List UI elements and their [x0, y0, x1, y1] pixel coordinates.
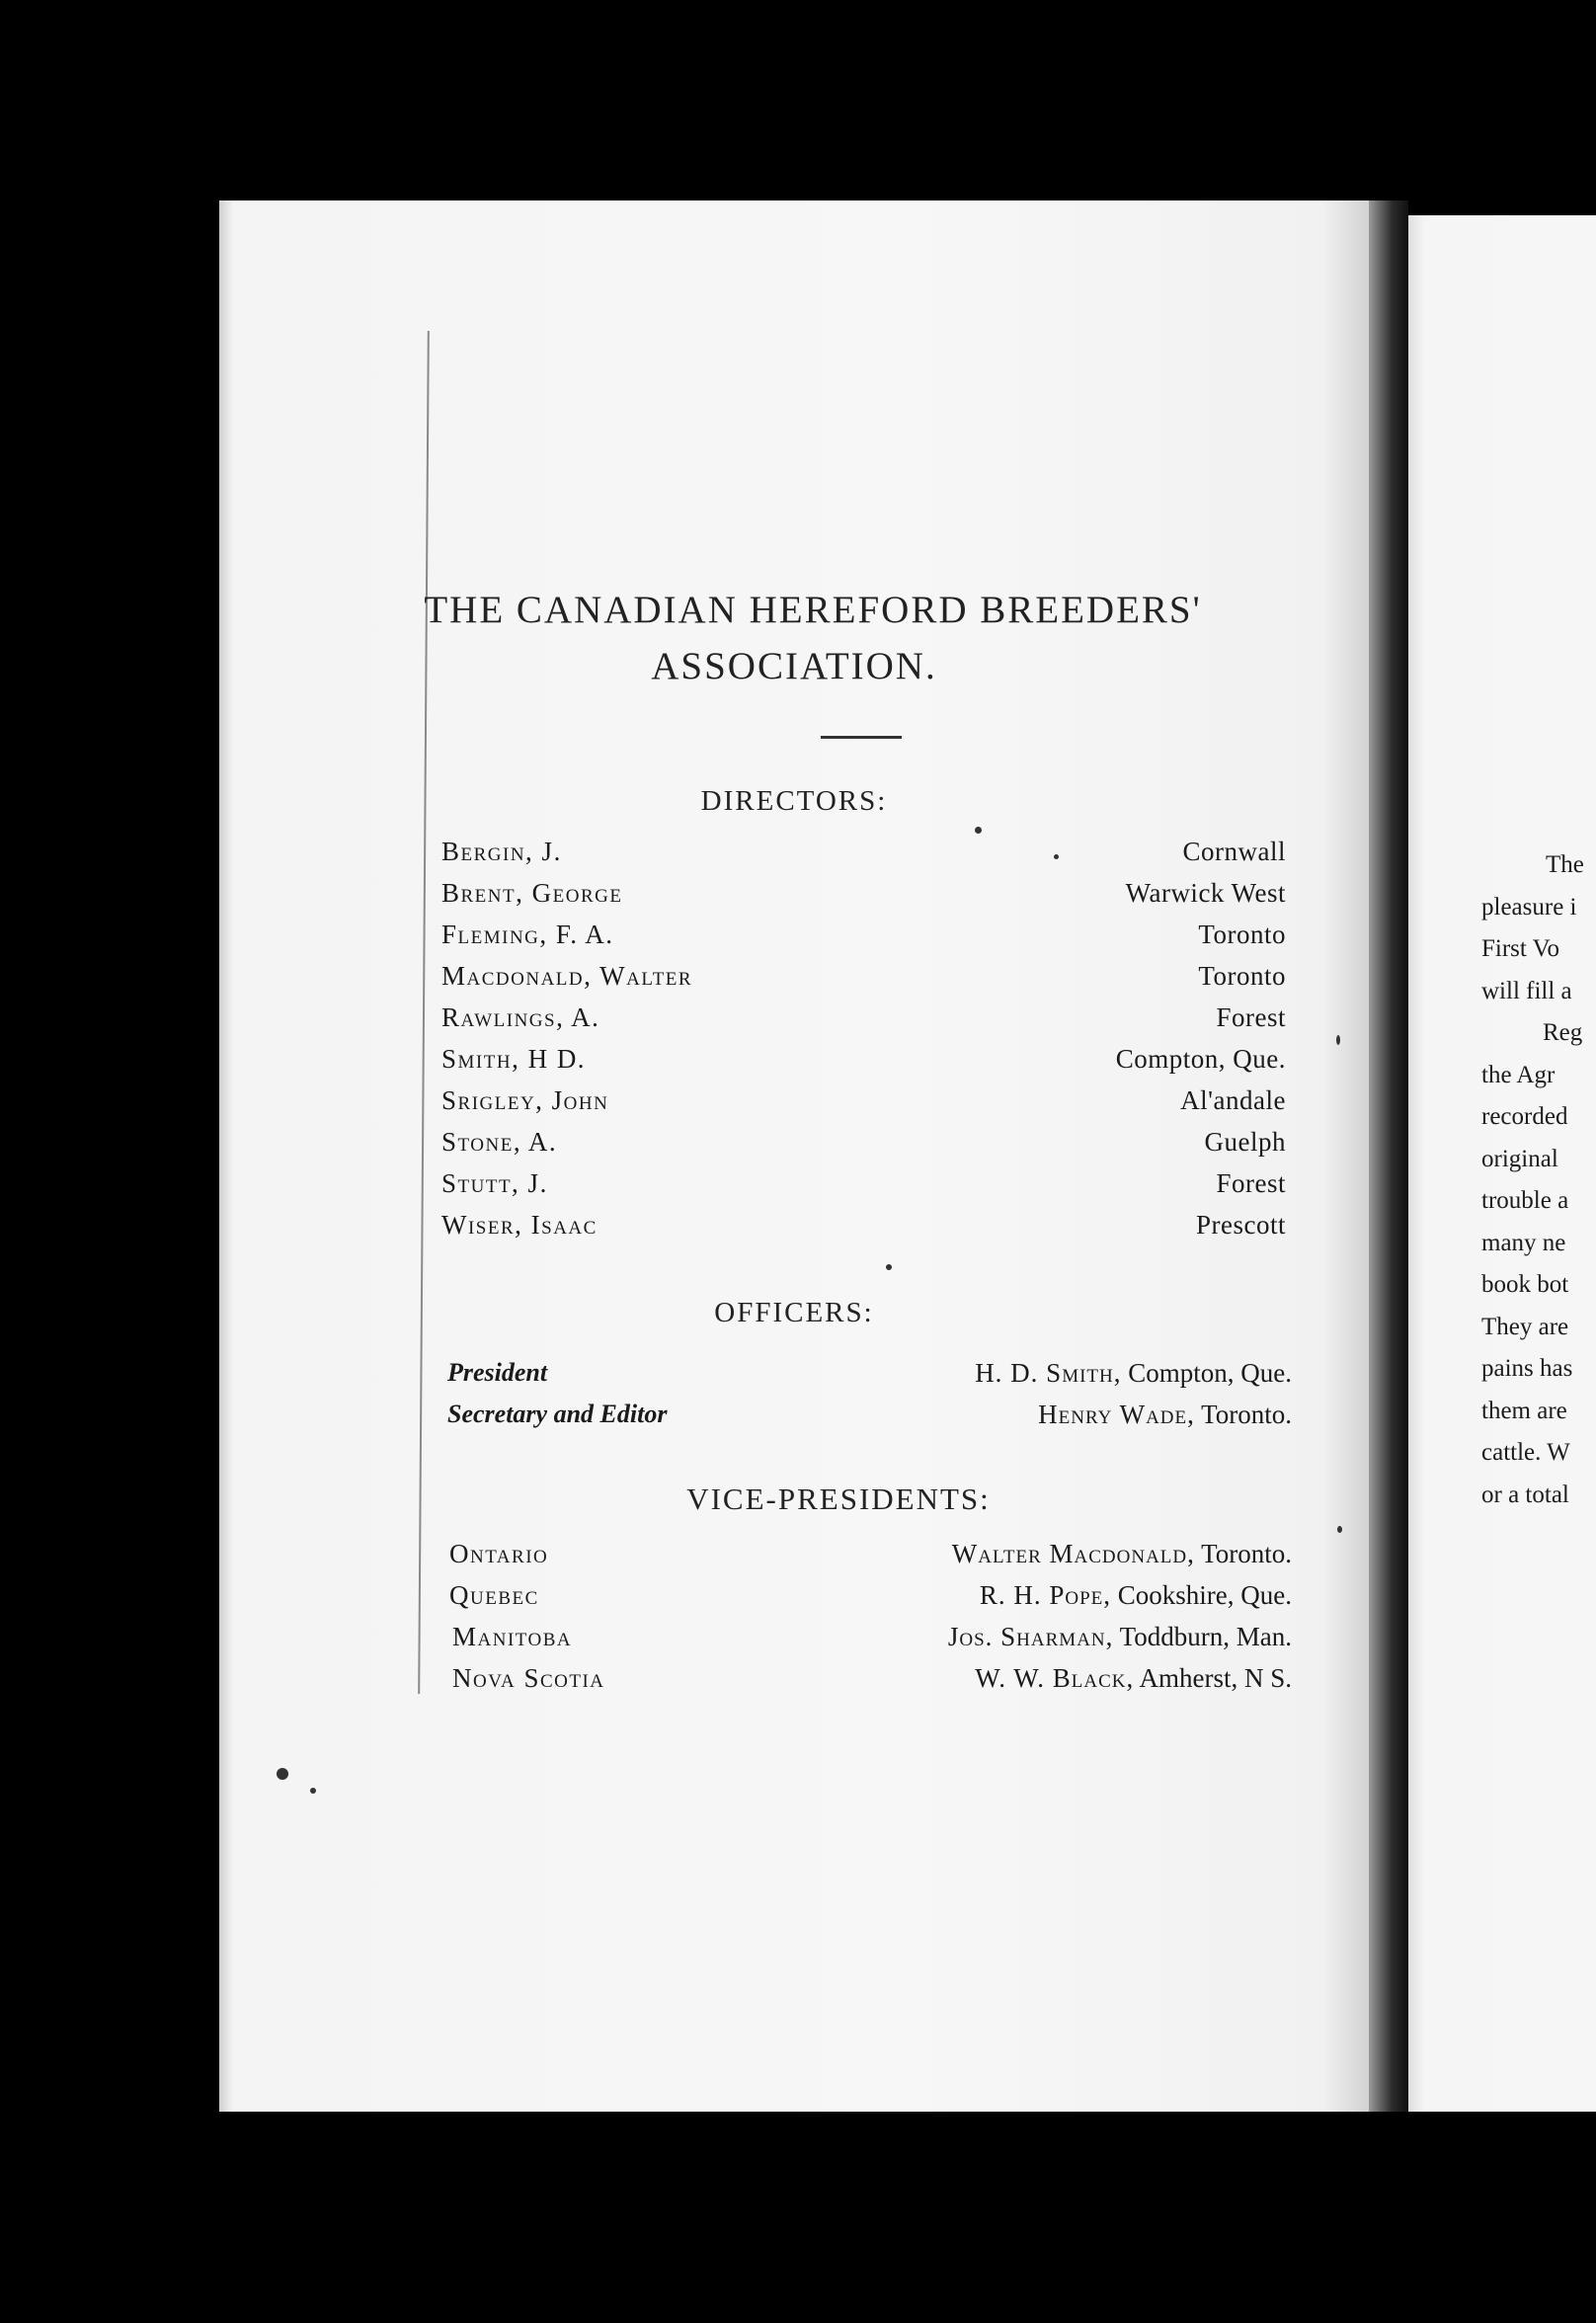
vice-president-entry: [952, 1534, 1292, 1573]
director-row: [0, 998, 1596, 1037]
vice-president-row: [0, 1658, 1596, 1698]
director-name: Rawlings, A.: [441, 1002, 600, 1032]
vice-president-place: Cookshire, Que.: [1117, 1580, 1292, 1610]
facing-page-line: book bot: [1481, 1271, 1569, 1298]
directors-heading: DIRECTORS:: [700, 785, 888, 817]
officer-place: Compton, Que.: [1128, 1358, 1292, 1388]
vice-president-place: Toddburn, Man.: [1119, 1622, 1292, 1651]
officer-title: President: [447, 1358, 548, 1387]
facing-page-line: trouble a: [1481, 1187, 1569, 1214]
facing-page-line: will fill a: [1481, 978, 1572, 1004]
director-name: Srigley, John: [441, 1085, 609, 1115]
facing-page-line: The: [1546, 851, 1584, 878]
officer-entry: [975, 1353, 1292, 1393]
province-name: Manitoba: [452, 1622, 573, 1651]
vice-president-row: [0, 1575, 1596, 1615]
vice-president-place: Toronto.: [1201, 1539, 1292, 1568]
director-row: [0, 1205, 1596, 1244]
director-row: [0, 1163, 1596, 1203]
director-name: Fleming, F. A.: [441, 920, 614, 949]
director-place: Cornwall: [1182, 837, 1286, 866]
province-name: Quebec: [449, 1580, 539, 1610]
province-name: Nova Scotia: [452, 1663, 605, 1693]
director-place: Compton, Que.: [1115, 1044, 1286, 1074]
scan-speck: [310, 1788, 316, 1794]
director-row: [0, 1039, 1596, 1079]
officer-entry: [1038, 1395, 1292, 1434]
director-place: Prescott: [1196, 1210, 1286, 1240]
director-place: Guelph: [1204, 1127, 1286, 1157]
facing-page-line: original: [1481, 1146, 1558, 1172]
officer-place: Toronto.: [1201, 1400, 1292, 1429]
director-place: Forest: [1216, 1002, 1286, 1032]
facing-page-line: cattle. W: [1481, 1439, 1570, 1466]
scan-speck: [277, 1768, 288, 1780]
director-name: Smith, H D.: [441, 1044, 587, 1074]
scan-speck: [1054, 854, 1059, 859]
facing-page-line: recorded: [1481, 1103, 1568, 1130]
director-place: Al'andale: [1180, 1085, 1286, 1115]
officer-name: Henry Wade,: [1038, 1400, 1195, 1429]
vice-president-name: Jos. Sharman,: [947, 1622, 1114, 1651]
director-name: Bergin, J.: [441, 837, 562, 866]
director-name: Brent, George: [441, 878, 623, 908]
scan-speck: [975, 827, 982, 834]
director-row: [0, 873, 1596, 913]
vice-president-place: Amherst, N S.: [1139, 1663, 1292, 1693]
director-name: Macdonald, Walter: [441, 961, 693, 991]
vice-president-entry: [975, 1658, 1292, 1698]
vice-president-entry: [948, 1617, 1292, 1656]
director-row: [0, 832, 1596, 871]
facing-page-line: them are: [1481, 1398, 1567, 1424]
director-place: Toronto: [1198, 961, 1286, 991]
association-title-line1: THE CANADIAN HEREFORD BREEDERS': [424, 589, 1202, 631]
vice-president-row: [0, 1617, 1596, 1656]
officers-heading: OFFICERS:: [714, 1297, 874, 1328]
facing-page-line: pleasure i: [1481, 894, 1577, 921]
director-row: [0, 956, 1596, 996]
facing-page-line: Reg: [1543, 1019, 1583, 1046]
vice-president-entry: [980, 1575, 1292, 1615]
scan-speck: [1336, 1035, 1340, 1045]
association-title-line2: ASSOCIATION.: [651, 645, 937, 687]
facing-page-line: the Agr: [1481, 1062, 1556, 1088]
vice-president-row: [0, 1534, 1596, 1573]
vice-president-name: R. H. Pope,: [979, 1580, 1112, 1610]
facing-page-line: First Vo: [1481, 935, 1559, 962]
director-row: [0, 1081, 1596, 1120]
scan-speck: [886, 1264, 892, 1270]
facing-page-line: They are: [1481, 1314, 1569, 1340]
director-place: Forest: [1216, 1168, 1286, 1198]
officer-title: Secretary and Editor: [447, 1400, 668, 1428]
vice-president-name: Walter Macdonald,: [951, 1539, 1195, 1568]
director-row: [0, 915, 1596, 954]
officer-row: [0, 1353, 1596, 1393]
vice-president-name: W. W. Black,: [975, 1663, 1135, 1693]
province-name: Ontario: [449, 1539, 549, 1568]
vice-presidents-heading: VICE-PRESIDENTS:: [686, 1482, 991, 1516]
director-name: Wiser, Isaac: [441, 1210, 598, 1240]
officer-row: [0, 1395, 1596, 1434]
director-name: Stutt, J.: [441, 1168, 548, 1198]
director-place: Warwick West: [1125, 878, 1286, 908]
facing-page-line: many ne: [1481, 1230, 1566, 1256]
facing-page-line: pains has: [1481, 1355, 1573, 1382]
scan-speck: [1337, 1526, 1342, 1533]
facing-page-line: or a total: [1481, 1482, 1569, 1508]
director-name: Stone, A.: [441, 1127, 558, 1157]
title-divider: [821, 736, 902, 739]
director-place: Toronto: [1198, 920, 1286, 949]
officer-name: H. D. Smith,: [975, 1358, 1122, 1388]
director-row: [0, 1122, 1596, 1162]
